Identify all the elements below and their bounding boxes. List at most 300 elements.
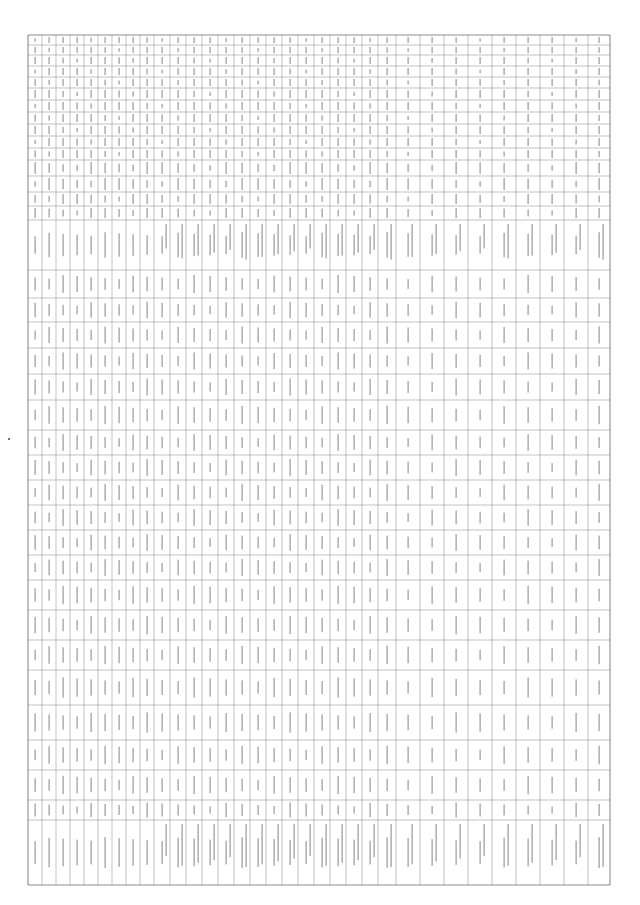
cell-text-mark (370, 713, 371, 732)
cell-text-mark (528, 537, 529, 548)
cell-text-mark (147, 329, 148, 340)
cell-text-mark (210, 194, 211, 204)
cell-text-mark (162, 650, 163, 661)
cell-text-mark (147, 79, 148, 86)
cell-text-mark (290, 126, 291, 134)
cell-text-mark (133, 127, 134, 132)
cell-text-mark (162, 804, 163, 817)
cell-text-mark (242, 151, 243, 157)
cell-text-mark (258, 647, 259, 664)
cell-text-mark (338, 486, 339, 500)
cell-text-mark (354, 777, 355, 794)
cell-text-mark (528, 68, 529, 75)
cell-text-mark (599, 837, 600, 868)
cell-text-mark (432, 561, 433, 574)
cell-text-mark (480, 460, 481, 475)
cell-text-mark (63, 747, 64, 763)
cell-text-mark (576, 236, 577, 255)
cell-text-mark (91, 139, 92, 144)
cell-text-mark (119, 37, 120, 43)
cell-text-mark (178, 196, 179, 202)
cell-text-mark (258, 138, 259, 146)
cell-text-mark (210, 562, 211, 574)
cell-text-mark (528, 194, 529, 204)
cell-text-mark (194, 586, 195, 605)
cell-text-mark (387, 589, 388, 602)
cell-text-mark (504, 838, 505, 868)
cell-text-mark (242, 804, 243, 816)
cell-text-mark (147, 616, 148, 635)
cell-text-mark (133, 510, 134, 526)
cell-text-mark (35, 181, 36, 187)
cell-text-mark (226, 841, 227, 865)
cell-text-mark (480, 512, 481, 524)
cell-text-mark (162, 488, 163, 497)
cell-text-mark (49, 151, 50, 156)
cell-text-mark (258, 618, 259, 632)
cell-text-mark (306, 535, 307, 550)
cell-text-mark (599, 437, 600, 448)
cell-text-mark (77, 408, 78, 422)
cell-text-mark (354, 47, 355, 53)
cell-text-mark (436, 224, 437, 254)
cell-text-mark (552, 276, 553, 292)
cell-text-mark (147, 840, 148, 865)
cell-text-mark (504, 90, 505, 98)
cell-text-mark (49, 68, 50, 75)
cell-text-mark (226, 47, 227, 53)
cell-text-mark (576, 114, 577, 122)
cell-text-mark (178, 536, 179, 549)
cell-text-mark (599, 178, 600, 190)
cell-text-mark (63, 275, 64, 293)
cell-text-mark (119, 304, 120, 315)
cell-text-mark (552, 329, 553, 341)
cell-text-mark (105, 80, 106, 86)
cell-text-mark (408, 68, 409, 75)
cell-text-mark (63, 234, 64, 257)
cell-text-mark (290, 436, 291, 450)
cell-text-mark (387, 208, 388, 218)
cell-text-mark (387, 47, 388, 53)
cell-text-mark (322, 779, 323, 791)
cell-text-mark (480, 303, 481, 317)
cell-text-mark (162, 379, 163, 394)
cell-text-mark (290, 587, 291, 603)
cell-text-mark (77, 353, 78, 368)
cell-text-mark (77, 276, 78, 292)
cell-text-mark (290, 378, 291, 395)
cell-text-mark (178, 163, 179, 173)
cell-text-mark (147, 277, 148, 292)
cell-text-mark (576, 47, 577, 53)
cell-text-mark (210, 165, 211, 171)
cell-text-mark (354, 840, 355, 866)
cell-text-mark (147, 47, 148, 53)
cell-text-mark (432, 839, 433, 866)
cell-text-mark (226, 616, 227, 634)
cell-text-mark (49, 138, 50, 146)
cell-text-mark (77, 487, 78, 499)
cell-text-mark (91, 354, 92, 367)
cell-text-mark (162, 162, 163, 174)
cell-text-mark (599, 151, 600, 157)
cell-text-mark (230, 224, 231, 250)
cell-text-mark (456, 90, 457, 98)
cell-text-mark (599, 406, 600, 425)
cell-text-mark (35, 437, 36, 449)
cell-text-mark (387, 326, 388, 343)
cell-text-mark (119, 462, 120, 474)
cell-text-mark (258, 209, 259, 217)
cell-text-mark (370, 302, 371, 317)
cell-text-mark (358, 824, 359, 860)
cell-text-mark (387, 57, 388, 64)
cell-text-mark (354, 150, 355, 158)
cell-text-mark (210, 748, 211, 762)
cell-text-mark (274, 408, 275, 423)
cell-text-mark (226, 488, 227, 498)
cell-text-mark (226, 460, 227, 476)
cell-text-mark (456, 616, 457, 635)
cell-text-mark (210, 463, 211, 472)
cell-text-mark (374, 824, 375, 857)
cell-text-mark (147, 712, 148, 732)
cell-text-mark (258, 513, 259, 522)
cell-text-mark (504, 356, 505, 366)
cell-text-mark (528, 102, 529, 110)
cell-text-mark (178, 838, 179, 868)
cell-text-mark (91, 57, 92, 64)
cell-text-mark (599, 326, 600, 343)
cell-text-mark (258, 37, 259, 43)
cell-text-mark (408, 81, 409, 85)
cell-text-mark (290, 777, 291, 793)
cell-text-mark (105, 208, 106, 218)
cell-text-mark (354, 235, 355, 256)
cell-text-mark (147, 69, 148, 75)
cell-text-mark (306, 330, 307, 339)
cell-text-mark (387, 232, 388, 258)
cell-text-mark (147, 562, 148, 573)
cell-text-mark (242, 80, 243, 86)
cell-text-mark (194, 102, 195, 110)
cell-text-mark (306, 38, 307, 42)
cell-text-mark (456, 47, 457, 53)
cell-text-mark (456, 436, 457, 450)
cell-text-mark (480, 208, 481, 218)
cell-text-mark (274, 234, 275, 256)
cell-text-mark (599, 484, 600, 501)
cell-text-mark (338, 647, 339, 663)
cell-text-mark (178, 37, 179, 43)
cell-text-mark (306, 104, 307, 108)
cell-text-mark (504, 178, 505, 190)
cell-text-mark (599, 232, 600, 258)
cell-text-mark (147, 511, 148, 525)
cell-text-mark (226, 778, 227, 793)
cell-text-mark (338, 138, 339, 146)
cell-text-mark (210, 353, 211, 368)
cell-text-mark (226, 409, 227, 421)
cell-text-mark (290, 139, 291, 145)
cell-text-mark (599, 680, 600, 694)
cell-text-mark (354, 408, 355, 422)
cell-text-mark (599, 559, 600, 576)
cell-text-mark (210, 587, 211, 604)
cell-text-mark (274, 538, 275, 548)
cell-text-mark (306, 750, 307, 761)
cell-text-mark (599, 102, 600, 110)
cell-text-mark (105, 37, 106, 43)
cell-text-mark (35, 535, 36, 550)
cell-text-mark (370, 778, 371, 793)
cell-text-mark (194, 806, 195, 815)
cell-text-mark (576, 841, 577, 865)
cell-text-mark (49, 233, 50, 258)
cell-text-mark (119, 116, 120, 120)
cell-text-mark (147, 90, 148, 98)
cell-text-mark (306, 47, 307, 53)
cell-text-mark (226, 302, 227, 317)
cell-text-mark (576, 277, 577, 291)
cell-text-mark (338, 509, 339, 526)
cell-text-mark (133, 47, 134, 53)
cell-text-mark (408, 513, 409, 522)
cell-text-mark (576, 330, 577, 340)
cell-text-mark (133, 276, 134, 293)
cell-text-mark (63, 102, 64, 110)
cell-text-mark (133, 150, 134, 158)
cell-text-mark (105, 90, 106, 98)
cell-text-mark (322, 485, 323, 501)
cell-text-mark (387, 80, 388, 86)
cell-text-mark (552, 678, 553, 696)
cell-text-mark (210, 435, 211, 450)
cell-text-mark (306, 236, 307, 254)
cell-text-mark (49, 805, 50, 816)
cell-text-mark (91, 616, 92, 634)
cell-text-mark (504, 37, 505, 43)
cell-text-mark (306, 79, 307, 86)
cell-text-mark (408, 116, 409, 120)
cell-text-mark (194, 776, 195, 795)
cell-text-mark (432, 165, 433, 172)
cell-text-mark (354, 463, 355, 472)
cell-text-mark (105, 163, 106, 174)
cell-text-mark (456, 139, 457, 145)
cell-text-mark (162, 713, 163, 731)
cell-text-mark (194, 434, 195, 451)
cell-text-mark (338, 210, 339, 217)
cell-text-mark (599, 714, 600, 731)
cell-text-mark (370, 535, 371, 551)
cell-text-mark (456, 79, 457, 86)
cell-text-mark (432, 305, 433, 314)
cell-text-mark (408, 715, 409, 730)
cell-text-mark (133, 305, 134, 314)
cell-text-mark (354, 79, 355, 86)
cell-text-mark (504, 115, 505, 120)
cell-text-mark (480, 38, 481, 42)
cell-text-mark (35, 804, 36, 817)
cell-text-mark (226, 150, 227, 158)
cell-text-mark (408, 537, 409, 549)
cell-text-mark (119, 138, 120, 146)
cell-text-mark (480, 330, 481, 339)
cell-text-mark (338, 127, 339, 133)
cell-text-mark (322, 513, 323, 523)
cell-text-mark (242, 484, 243, 501)
cell-text-mark (599, 779, 600, 792)
cell-text-mark (226, 511, 227, 524)
cell-text-mark (354, 382, 355, 391)
cell-text-mark (258, 838, 259, 867)
cell-text-mark (49, 356, 50, 366)
cell-text-mark (338, 164, 339, 172)
cell-text-mark (322, 304, 323, 316)
cell-text-mark (576, 181, 577, 188)
cell-text-mark (274, 678, 275, 697)
cell-text-mark (274, 194, 275, 204)
cell-text-mark (242, 208, 243, 218)
cell-text-mark (226, 57, 227, 64)
cell-text-mark (370, 181, 371, 188)
cell-text-mark (528, 234, 529, 257)
cell-text-mark (210, 487, 211, 499)
cell-text-mark (210, 807, 211, 814)
cell-text-mark (599, 80, 600, 86)
cell-text-mark (322, 714, 323, 730)
cell-text-mark (226, 236, 227, 255)
cell-text-mark (105, 559, 106, 576)
cell-text-mark (576, 409, 577, 421)
cell-text-mark (354, 114, 355, 122)
cell-text-mark (408, 164, 409, 173)
cell-text-mark (432, 586, 433, 604)
cell-text-mark (242, 746, 243, 765)
cell-text-mark (306, 563, 307, 572)
cell-text-mark (119, 81, 120, 85)
cell-text-mark (258, 407, 259, 424)
cell-text-mark (119, 438, 120, 447)
cell-text-mark (354, 306, 355, 314)
cell-text-mark (370, 841, 371, 865)
cell-text-mark (322, 536, 323, 549)
cell-text-mark (162, 150, 163, 157)
cell-text-mark (105, 102, 106, 110)
cell-text-mark (63, 138, 64, 146)
cell-text-mark (322, 115, 323, 120)
cell-text-mark (133, 776, 134, 794)
cell-text-mark (370, 139, 371, 144)
cell-text-mark (133, 748, 134, 763)
cell-text-mark (387, 37, 388, 43)
cell-text-mark (391, 224, 392, 260)
cell-text-mark (354, 211, 355, 216)
cell-text-mark (306, 588, 307, 602)
cell-text-mark (480, 57, 481, 64)
cell-text-mark (242, 102, 243, 110)
cell-text-mark (408, 647, 409, 664)
cell-text-mark (370, 649, 371, 661)
cell-text-mark (258, 57, 259, 64)
cell-text-mark (354, 68, 355, 75)
cell-text-mark (105, 714, 106, 731)
cell-text-mark (77, 79, 78, 86)
cell-text-mark (432, 179, 433, 189)
cell-text-mark (456, 277, 457, 292)
cell-text-mark (119, 715, 120, 730)
cell-text-mark (274, 619, 275, 631)
cell-text-mark (456, 69, 457, 75)
cell-text-mark (274, 102, 275, 110)
cell-text-mark (258, 462, 259, 474)
cell-text-mark (274, 114, 275, 122)
cell-text-mark (432, 435, 433, 451)
cell-text-mark (105, 278, 106, 290)
cell-text-mark (119, 747, 120, 764)
cell-text-mark (576, 379, 577, 395)
cell-text-mark (504, 406, 505, 424)
cell-text-mark (290, 487, 291, 498)
cell-text-mark (387, 617, 388, 633)
cell-text-mark (480, 617, 481, 634)
cell-text-mark (63, 462, 64, 473)
cell-text-mark (274, 91, 275, 96)
cell-text-mark (147, 587, 148, 603)
cell-text-mark (49, 513, 50, 523)
cell-text-mark (210, 620, 211, 631)
cell-text-mark (258, 81, 259, 85)
cell-text-mark (35, 410, 36, 421)
cell-text-mark (408, 327, 409, 342)
cell-text-mark (274, 806, 275, 814)
cell-text-mark (242, 837, 243, 868)
cell-text-mark (178, 714, 179, 730)
cell-text-mark (210, 678, 211, 696)
cell-text-mark (119, 209, 120, 217)
cell-text-mark (35, 104, 36, 108)
cell-text-mark (306, 140, 307, 144)
cell-text-mark (63, 210, 64, 217)
cell-text-mark (226, 90, 227, 98)
cell-text-mark (480, 236, 481, 254)
cell-text-mark (432, 678, 433, 697)
cell-text-mark (194, 352, 195, 369)
cell-text-mark (105, 437, 106, 448)
cell-text-mark (49, 485, 50, 501)
cell-text-mark (338, 58, 339, 64)
cell-text-mark (147, 126, 148, 134)
cell-text-mark (456, 649, 457, 662)
cell-text-mark (178, 327, 179, 343)
cell-text-mark (133, 165, 134, 172)
cell-text-mark (119, 178, 120, 190)
cell-text-mark (480, 563, 481, 572)
cell-text-mark (147, 409, 148, 422)
cell-text-mark (242, 779, 243, 792)
cell-text-mark (194, 194, 195, 204)
cell-text-mark (432, 47, 433, 53)
cell-text-mark (63, 839, 64, 867)
cell-text-mark (274, 776, 275, 794)
cell-text-mark (354, 353, 355, 368)
cell-text-mark (258, 152, 259, 156)
cell-text-mark (49, 560, 50, 576)
cell-text-mark (456, 126, 457, 134)
cell-text-mark (274, 165, 275, 172)
